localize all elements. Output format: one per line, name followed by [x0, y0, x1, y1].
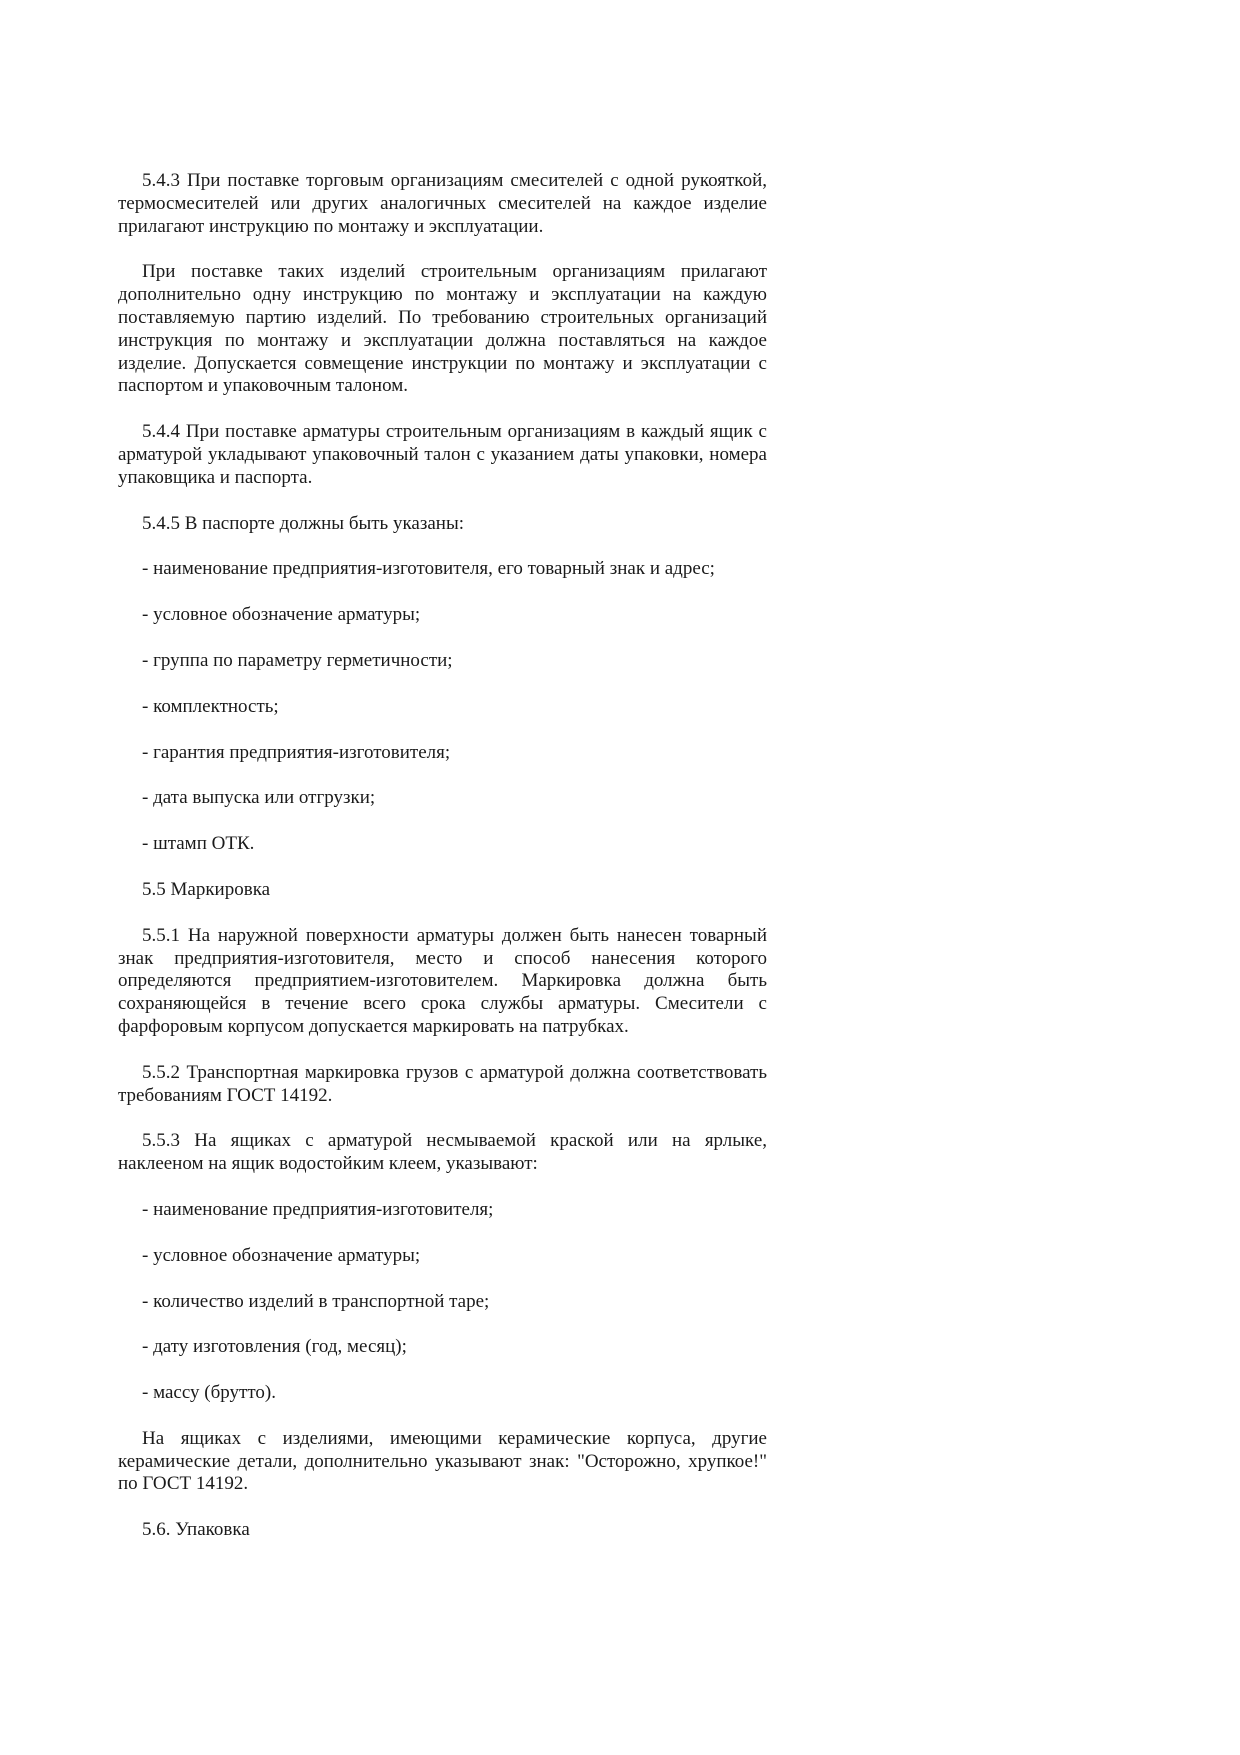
- paragraph-5-5-1: 5.5.1 На наружной поверхности арматуры должен быть нанесен товарный знак предприятия-изготовителя, место и способ нанесения которого определяются предприятием-изготовителем. Маркировка должна быть сохраняющейся в течение всего срока службы арматуры. Смесители с фарфоровым корпусом допускается маркировать на патрубках.: [118, 924, 767, 1037]
- list-item: - комплектность;: [142, 695, 279, 717]
- section-heading-5-6: 5.6. Упаковка: [142, 1519, 250, 1541]
- list-item: - дата выпуска или отгрузки;: [142, 787, 376, 809]
- list-item: - штамп ОТК.: [142, 833, 255, 855]
- list-item: - группа по параметру герметичности;: [142, 649, 453, 671]
- paragraph-5-5-3: 5.5.3 На ящиках с арматурой несмываемой краской или на ярлыке, наклееном на ящик водостойким клеем, указывают:: [118, 1130, 767, 1175]
- document-body: [118, 170, 767, 1565]
- list-item: - количество изделий в транспортной таре;: [142, 1290, 490, 1312]
- paragraph-5-4-3: 5.4.3 При поставке торговым организациям смесителей с одной рукояткой, термосмесителей или других аналогичных смесителей на каждое изделие прилагают инструкцию по монтажу и эксплуатации.: [118, 170, 767, 237]
- section-heading-5-5: 5.5 Маркировка: [142, 878, 271, 900]
- paragraph-5-5-2: 5.5.2 Транспортная маркировка грузов с арматурой должна соответствовать требованиям ГОСТ 14192.: [118, 1061, 767, 1106]
- list-item: - условное обозначение арматуры;: [142, 604, 421, 626]
- list-item: - наименование предприятия-изготовителя;: [142, 1198, 494, 1220]
- paragraph-5-4-5: 5.4.5 В паспорте должны быть указаны:: [142, 512, 464, 534]
- list-item: - гарантия предприятия-изготовителя;: [142, 741, 451, 763]
- paragraph-5-4-4: 5.4.4 При поставке арматуры строительным организациям в каждый ящик с арматурой укладывают упаковочный талон с указанием даты упаковки, номера упаковщика и паспорта.: [118, 421, 767, 488]
- list-item: - наименование предприятия-изготовителя, его товарный знак и адрес;: [142, 558, 715, 580]
- paragraph-instructions-construction: При поставке таких изделий строительным организациям прилагают дополнительно одну инструкцию по монтажу и эксплуатации на каждую поставляемую партию изделий. По требованию строительных организаций инструкция по монтажу и эксплуатации должна поставляться на каждое изделие. Допускается совмещение инструкции по монтажу и эксплуатации с паспортом и упаковочным талоном.: [118, 261, 767, 397]
- list-item: - условное обозначение арматуры;: [142, 1244, 421, 1266]
- paragraph-fragile-marking: На ящиках с изделиями, имеющими керамические корпуса, другие керамические детали, дополнительно указывают знак: "Осторожно, хрупкое!" по ГОСТ 14192.: [118, 1427, 767, 1495]
- list-item: - дату изготовления (год, месяц);: [142, 1336, 407, 1358]
- list-item: - массу (брутто).: [142, 1382, 276, 1404]
